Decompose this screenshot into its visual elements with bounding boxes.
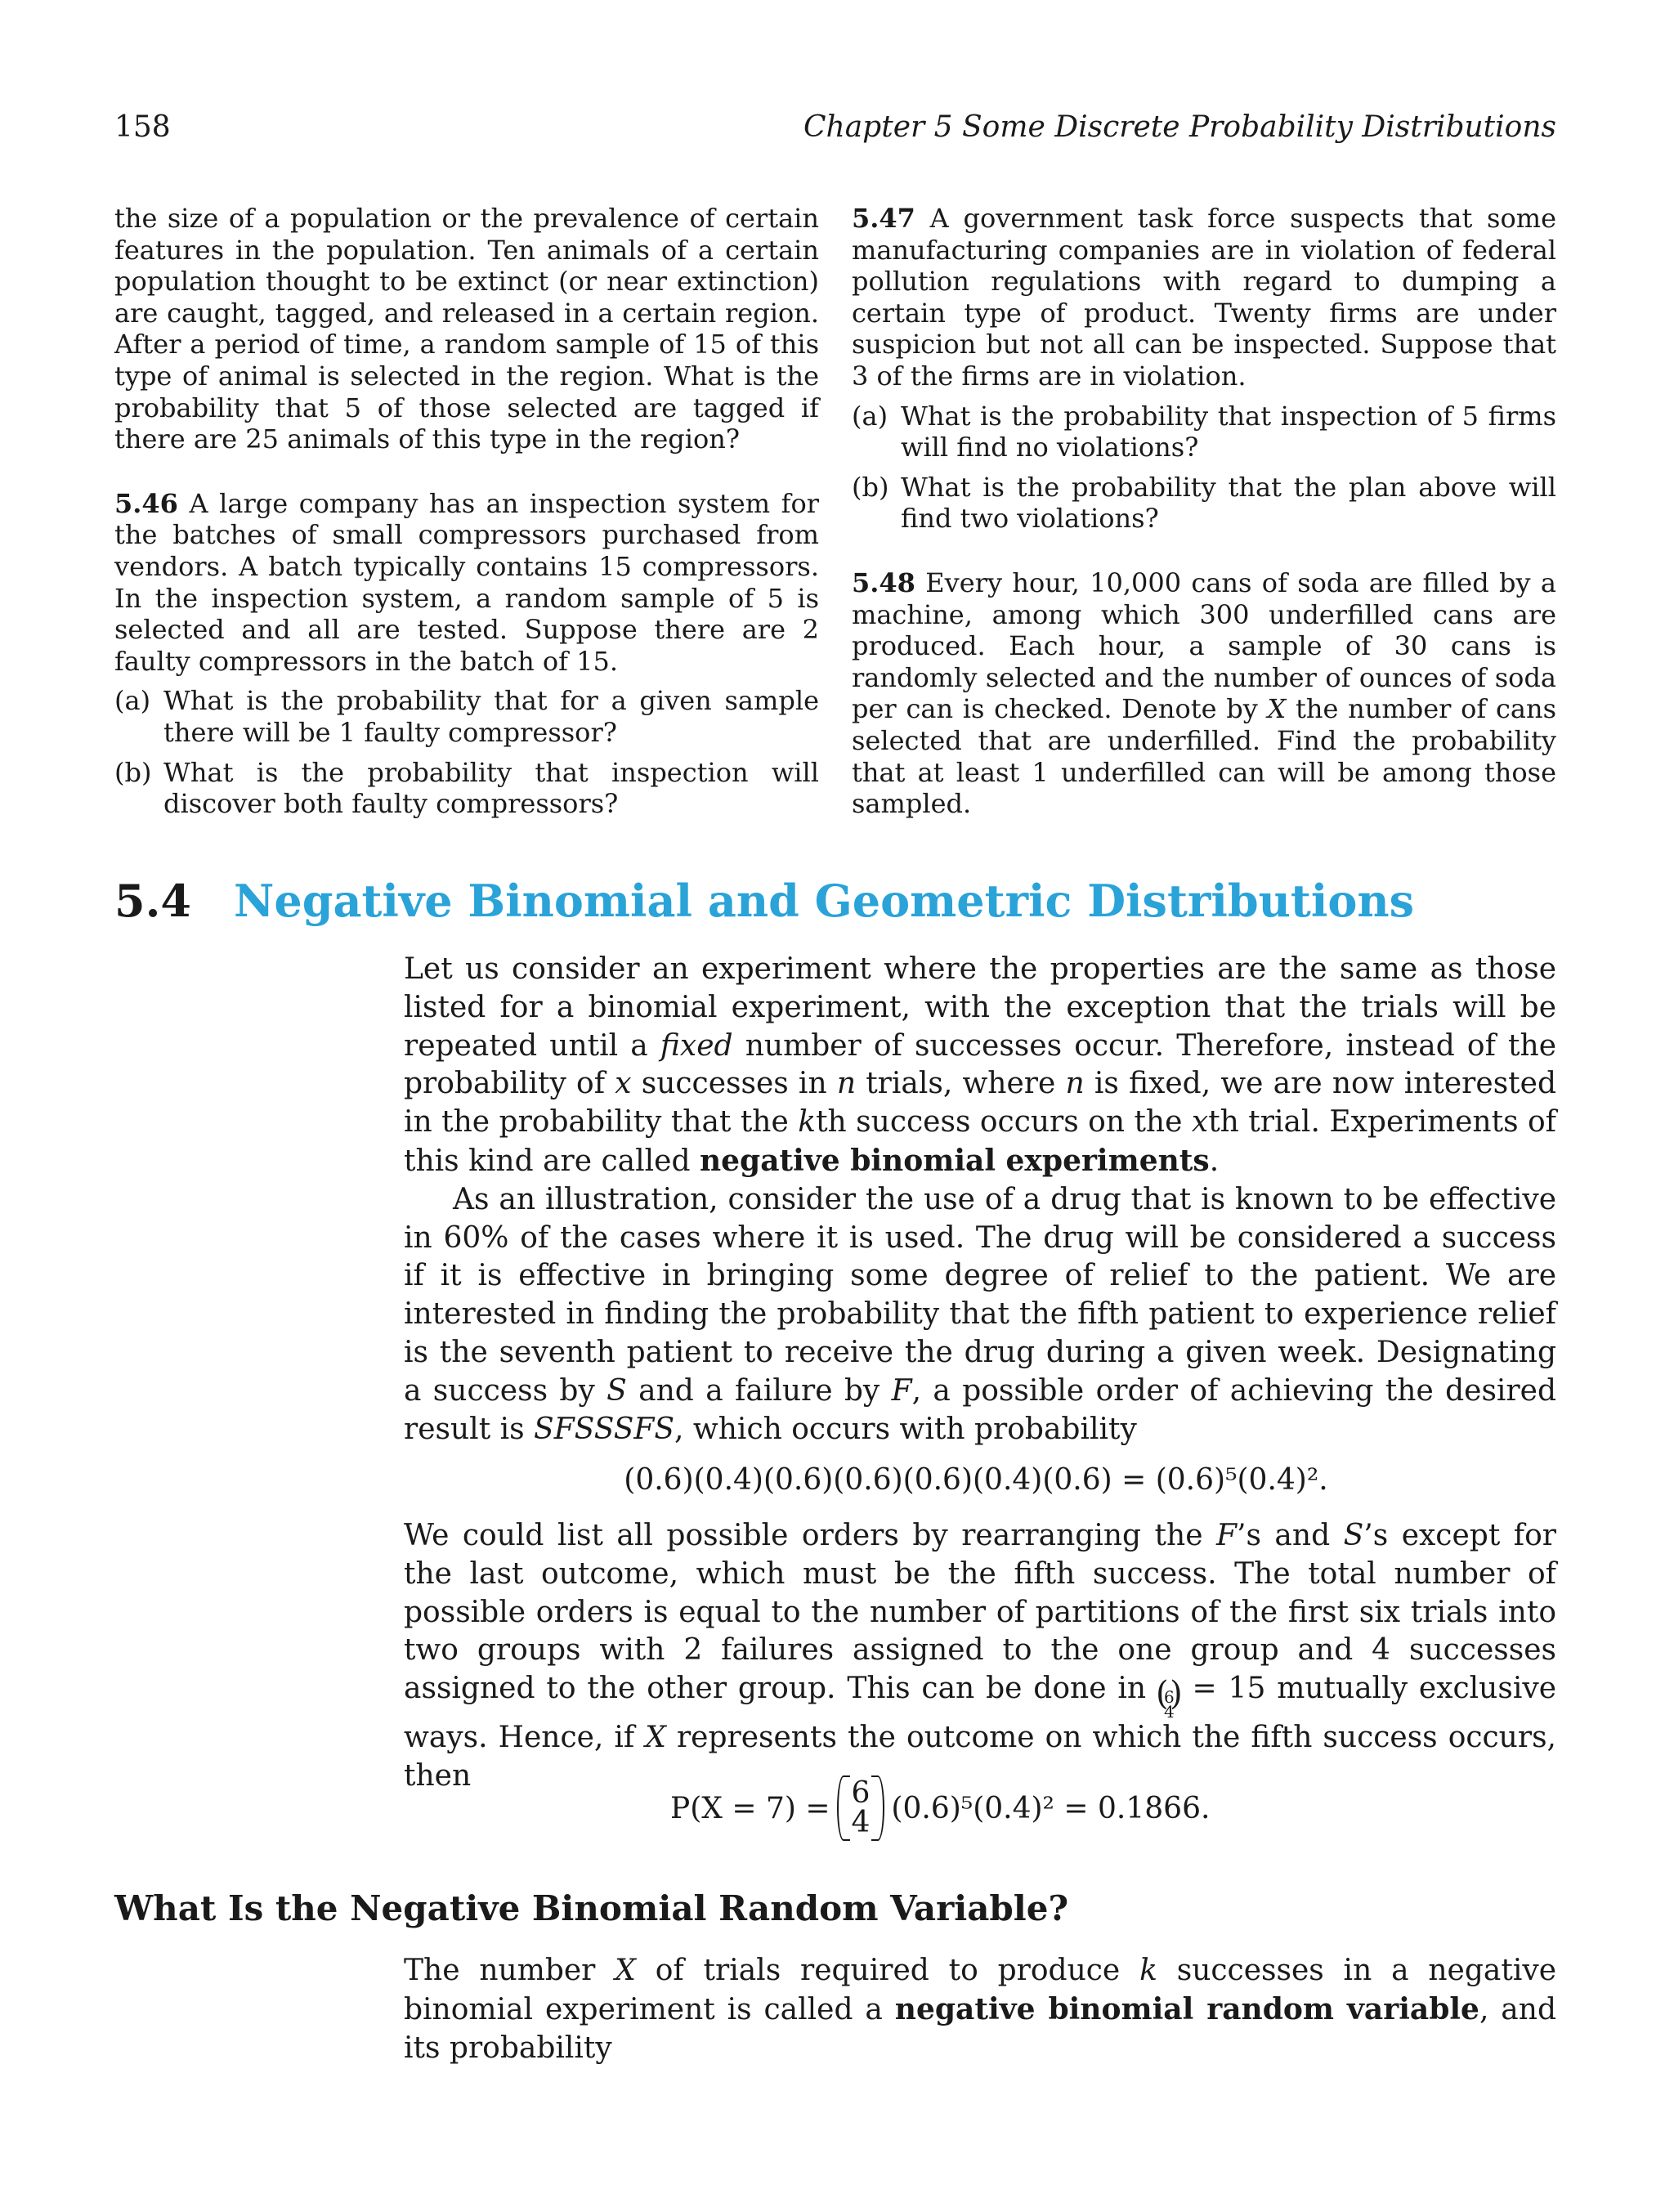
exercise-number: 5.47 xyxy=(852,203,915,234)
part-label: (b) xyxy=(114,756,152,788)
exercise-5-46 xyxy=(114,488,819,820)
exercise-5-48: 5.48 Every hour, 10,000 cans of soda are filled by a machine, among which 300 underfilled cans are produced. Each hour, a sample of 30 cans is randomly selected and the number of ounces of soda per can is checked. Denote by X the number of cans selected that are underfilled. Find the probability that at least 1 underfilled can will be among those sampled. xyxy=(852,566,1557,820)
subheading: What Is the Negative Binomial Random Variable? xyxy=(114,1888,1069,1928)
paragraph-4: The number X of trials required to produce k successes in a negative binomial experiment is called a negative binomial random variable, and its probability xyxy=(404,1954,1556,2065)
body-text-block-2 xyxy=(404,1517,1556,1796)
part-label: (a) xyxy=(852,400,888,432)
paragraph-1: Let us consider an experiment where the properties are the same as those listed for a binomial experiment, with the exception that the trials will be repeated until a fixed number of successes occur. Therefore, instead of the probability of x successes in n trials, where n is fixed, we are now interested in the probability that the kth success occurs on the xth trial. Experiments of this kind are called negative binomial experiments. xyxy=(404,952,1556,1178)
part-label: (b) xyxy=(852,471,889,503)
part-text: What is the probability that for a given sample there will be 1 faulty compressor? xyxy=(163,685,819,748)
exercise-part-a xyxy=(114,685,819,748)
body-text-block-3 xyxy=(404,1952,1556,2067)
equation-rhs: (0.6)⁵(0.4)² = 0.1866. xyxy=(891,1791,1211,1825)
equation-sequence-probability: (0.6)(0.4)(0.6)(0.6)(0.6)(0.4)(0.6) = (0.6)⁵(0.4)². xyxy=(624,1463,1328,1497)
exercise-5-47 xyxy=(852,203,1556,535)
body-text-block-1 xyxy=(404,951,1556,1449)
continued-exercise-text: the size of a population or the prevalence of certain features in the population. Ten animals of a certain population thought to be extinct (or near extinction) are caught, tagged, and released in a certain region. After a period of time, a random sample of 15 of this type of animal is selected in the region. What is the probability that 5 of those selected are tagged if there are 25 animals of this type in the region? xyxy=(114,203,819,455)
section-title: Negative Binomial and Geometric Distributions xyxy=(234,875,1415,927)
page-number: 158 xyxy=(114,110,171,144)
exercise-number: 5.46 xyxy=(114,487,178,519)
exercise-text: A government task force suspects that some manufacturing companies are in violation of federal pollution regulations with regard to dumping a certain type of product. Twenty firms are under suspicion but not all can be inspected. Suppose that 3 of the firms are in violation. xyxy=(852,203,1557,392)
exercise-text: A large company has an inspection system for the batches of small compressors purchased from vendors. A batch typically contains 15 compressors. In the inspection system, a random sample of 5 is selected and all are tested. Suppose there are 2 faulty compressors in the batch of 15. xyxy=(114,487,820,677)
part-text: What is the probability that the plan above will find two violations? xyxy=(901,471,1556,535)
exercise-part-a xyxy=(852,401,1556,463)
binomial-coefficient-inline: ( 6 4 ) xyxy=(1157,1690,1181,1719)
part-text: What is the probability that inspection will discover both faulty compressors? xyxy=(163,756,819,820)
part-text: What is the probability that inspection of 5 firms will find no violations? xyxy=(901,400,1556,463)
section-heading xyxy=(114,875,1414,927)
left-column xyxy=(114,203,819,820)
right-column xyxy=(852,203,1556,820)
part-label: (a) xyxy=(114,685,151,717)
binomial-coefficient: 6 4 xyxy=(837,1779,885,1838)
equation-lhs: P(X = 7) = xyxy=(670,1791,830,1825)
exercise-part-b xyxy=(114,757,819,820)
paragraph-2: As an illustration, consider the use of a drug that is known to be effective in 60% of the cases where it is used. The drug will be considered a success if it is effective in bringing some degree of relief to the patient. We are interested in finding the probability that the fifth patient to experience relief is the seventh patient to receive the drug during a given week. Designating a success by S and a failure by F, a possible order of achieving the desired result is SFSSSFS, which occurs with probability xyxy=(404,1182,1556,1446)
paragraph-3: We could list all possible orders by rearranging the F’s and S’s except for the last outcome, which must be the fifth success. The total number of possible orders is equal to the number of partitions of the first six trials into two groups with 2 failures assigned to the one group and 4 successes assigned to the other group. This can be done in ( 6 4 ) = 15 mutually exclusive ways. Hence, if X represents the outcome on which the fifth success occurs, then xyxy=(404,1517,1556,1796)
exercise-part-b xyxy=(852,472,1556,535)
exercise-number: 5.48 xyxy=(852,566,915,598)
section-number: 5.4 xyxy=(114,875,191,927)
equation-negative-binomial-example xyxy=(670,1776,1211,1839)
running-head: Chapter 5 Some Discrete Probability Distributions xyxy=(803,110,1556,144)
